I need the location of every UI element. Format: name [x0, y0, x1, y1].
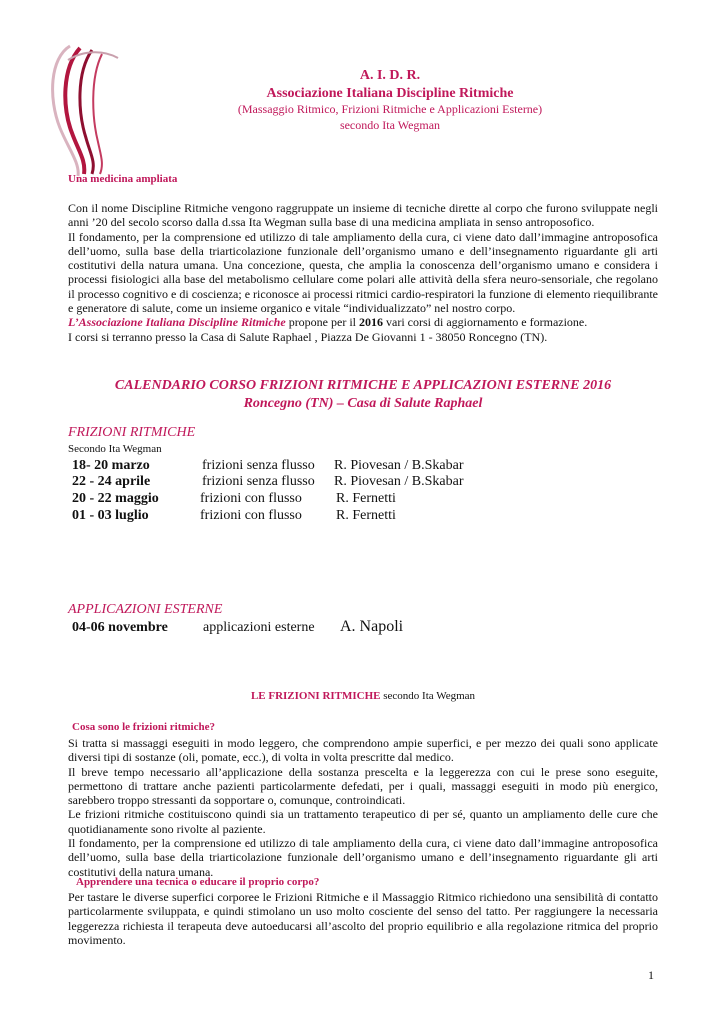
frizioni-sub: Secondo Ita Wegman — [68, 443, 162, 455]
intro-paragraph-3 — [68, 315, 658, 329]
header-association: Associazione Italiana Discipline Ritmiche — [266, 86, 514, 101]
schedule-date: 20 - 22 maggio — [72, 491, 159, 506]
answer-text — [68, 890, 658, 947]
intro-paragraph-1: Con il nome Discipline Ritmiche vengono raggruppate un insieme di tecniche dirette al corpo che furono sviluppate negli anni ’20 del secolo scorso dalla d.ssa Ita Wegman sulla base di una medicina ampliata in senso antroposofico. — [68, 201, 658, 230]
answer-paragraph: Si tratta si massaggi eseguiti in modo leggero, che comprendono ampie superfici, e per mezzo dei quali sono applicate diversi tipi di sostanze (oli, pomate, ecc.), di volta in volta prescritte dal medico. — [68, 736, 658, 765]
schedule-teacher: R. Fernetti — [336, 491, 396, 506]
answer-paragraph: Il fondamento, per la comprensione ed utilizzo di tale ampliamento della cura, ci viene dato dall’immagine antroposofica dell’uomo, sulla base della triarticolazione funzionale dell’organismo umano e dell’insegnamento riguardante gli arti costitutivi della natura umana. — [68, 836, 658, 879]
le-frizioni-title: LE FRIZIONI RITMICHE — [250, 690, 381, 702]
intro-p3-text-end: vari corsi di aggiornamento e formazione. — [383, 315, 588, 330]
schedule-course: frizioni con flusso — [200, 508, 302, 523]
answer-paragraph: Il breve tempo necessario all’applicazione della sostanza prescelta e la leggerezza con cui le prese sono eseguite, permettono di trattare anche pazienti particolarmente defedati, per i quali, massaggi eseguiti in modo più energico, sarebbero troppo stressanti da sopportare o, comunque, controindicati. — [68, 764, 658, 808]
intro-heading: Una medicina ampliata — [68, 173, 178, 185]
intro-text — [68, 201, 658, 344]
frizioni-heading: FRIZIONI RITMICHE — [68, 425, 196, 440]
question-heading: Cosa sono le frizioni ritmiche? — [72, 721, 215, 733]
schedule-date: 01 - 03 luglio — [72, 508, 149, 523]
association-name: L’Associazione Italiana Discipline Ritmiche — [68, 315, 286, 330]
header-subtitle: (Massaggio Ritmico, Frizioni Ritmiche e Applicazioni Esterne) — [237, 102, 543, 116]
answer-paragraph: Le frizioni ritmiche costituiscono quindi sia un trattamento terapeutico di per sé, quanto un ampliamento delle cure che quotidianamente sono rivolte al paziente. — [68, 807, 658, 836]
intro-paragraph-2: Il fondamento, per la comprensione ed utilizzo di tale ampliamento della cura, ci viene dato dall’immagine antroposofica dell’uomo, sulla base della triarticolazione funzionale dell’organismo umano e dell’insegnamento riguardante gli arti costitutivi della natura umana. Una concezione, questa, che amplia la conoscenza dell’organismo umano e considera i processi fisiologici alla base del metabolismo cellulare come polari alle attività della sfera neuro-sensoriale, che regolano il processo cognitivo e di coscienza; e riconosce ai processi ritmici cardio-respiratori la funzione di elemento riequilibrante e generatore di salute, come un insieme organico e vitale “individualizzato” nel nostro corpo. — [68, 229, 658, 316]
header-subtitle2: secondo Ita Wegman — [339, 118, 441, 132]
schedule-date: 22 - 24 aprile — [72, 474, 151, 489]
aidr-logo — [40, 38, 125, 178]
answer-text — [68, 736, 658, 879]
schedule-course: frizioni senza flusso — [202, 458, 315, 473]
intro-paragraph-4: I corsi si terranno presso la Casa di Salute Raphael , Piazza De Giovanni 1 - 38050 Roncegno (TN). — [68, 329, 548, 344]
schedule-teacher: R. Piovesan / B.Skabar — [334, 458, 464, 473]
calendar-title: CALENDARIO CORSO FRIZIONI RITMICHE E APPLICAZIONI ESTERNE 2016 — [114, 378, 612, 393]
schedule-teacher: R. Fernetti — [336, 508, 396, 523]
calendar-subtitle: Roncegno (TN) – Casa di Salute Raphael — [243, 396, 483, 411]
le-frizioni-title-suffix: secondo Ita Wegman — [380, 690, 476, 702]
page-number: 1 — [648, 968, 654, 982]
applicazioni-course: applicazioni esterne — [203, 620, 315, 635]
header-title: A. I. D. R. — [359, 68, 421, 83]
applicazioni-date: 04-06 novembre — [72, 620, 168, 635]
intro-year: 2016 — [359, 315, 383, 330]
schedule-teacher: R. Piovesan / B.Skabar — [334, 474, 464, 489]
le-frizioni-title-line — [68, 690, 658, 702]
schedule-course: frizioni con flusso — [200, 491, 302, 506]
intro-p3-text: propone per il — [285, 315, 359, 330]
schedule-date: 18- 20 marzo — [72, 458, 150, 473]
applicazioni-teacher: A. Napoli — [340, 618, 404, 635]
applicazioni-heading: APPLICAZIONI ESTERNE — [68, 602, 223, 617]
question-heading: Apprendere una tecnica o educare il proprio corpo? — [76, 876, 320, 888]
answer-paragraph: Per tastare le diverse superfici corporee le Frizioni Ritmiche e il Massaggio Ritmico richiedono una sensibilità di contatto particolarmente sviluppata, e quindi stimolano un uso molto cosciente del senso del tatto. Per raggiungere la necessaria leggerezza richiesta il terapeuta deve autoeducarsi all’ascolto del proprio equilibrio e alla regolazione ritmica del proprio movimento. — [68, 890, 658, 947]
schedule-course: frizioni senza flusso — [202, 474, 315, 489]
